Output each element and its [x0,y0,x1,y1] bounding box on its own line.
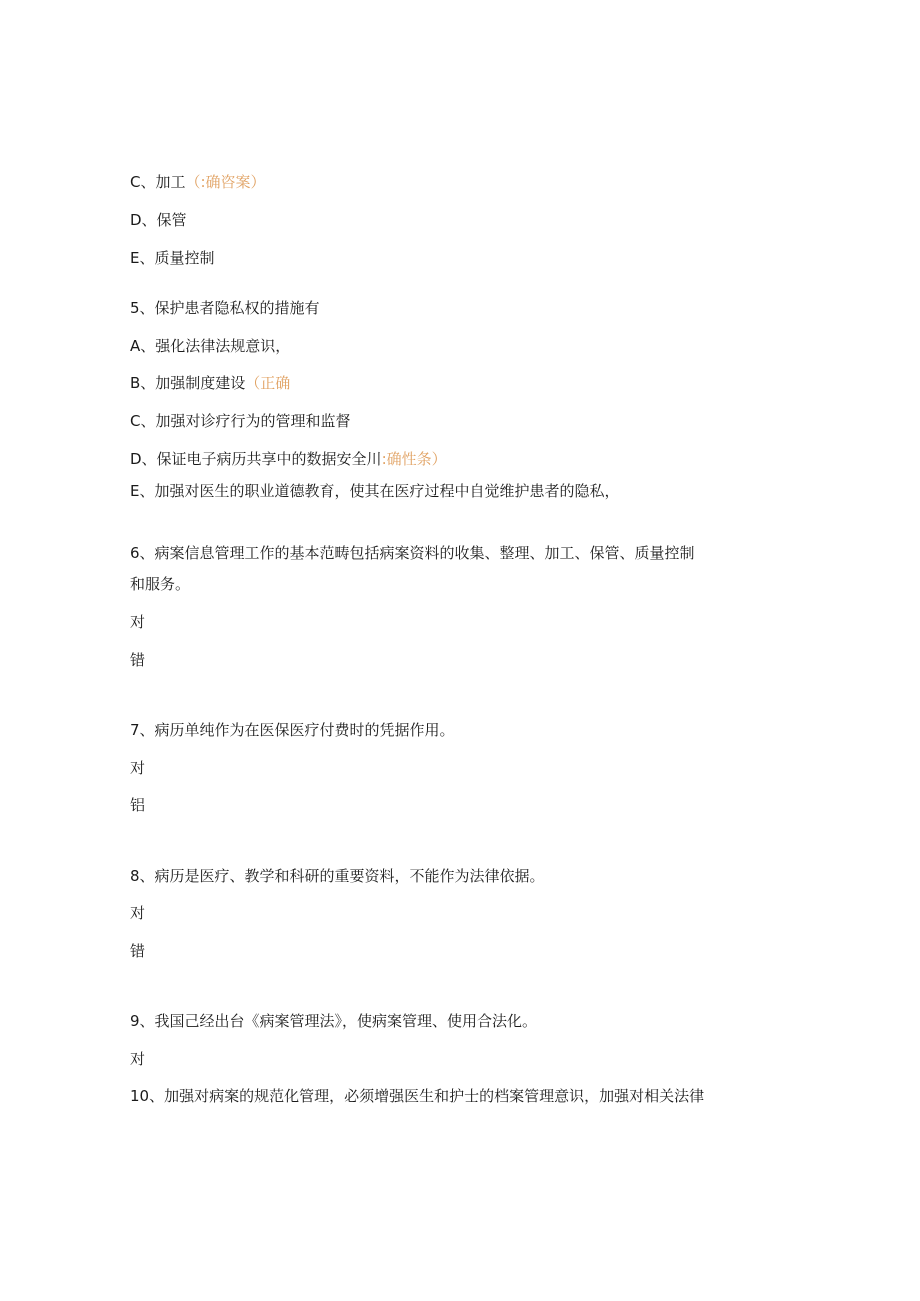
question-6: 6、病案信息管理工作的基本范畴包括病案资料的收集、整理、加工、保管、质量控制 [130,544,695,562]
answer-mark: （:确咨案） [185,173,266,191]
question-7: 7、病历单纯作为在医保医疗付费时的凭据作用。 [130,721,455,739]
question-9: 9、我国己经出台《病案管理法》，使病案管理、使用合法化。 [130,1012,538,1030]
option-a: A、强化法律法规意识， [130,337,291,355]
option-e-quality-control: E、质量控制 [130,249,215,267]
option-c-processing: C、加工（:确咨案） [130,173,266,191]
answer-false: 错 [130,651,146,669]
option-e: E、加强对医生的职业道德教育，使其在医疗过程中自觉维护患者的隐私， [130,482,620,500]
question-8: 8、病历是医疗、教学和科研的重要资料，不能作为法律依据。 [130,867,545,885]
option-c: C、加强对诊疗行为的管理和监督 [130,412,351,430]
answer-true: 对 [130,759,146,777]
answer-false: 铝 [130,796,146,814]
option-d: D、保证电子病历共享中的数据安全川:确性条） [130,450,447,468]
answer-true: 对 [130,613,146,631]
answer-true: 对 [130,904,146,922]
answer-true: 对 [130,1050,146,1068]
question-10: 10、加强对病案的规范化管理，必须增强医生和护士的档案管理意识，加强对相关法律 [130,1087,705,1105]
answer-mark: :确性条） [381,450,447,468]
question-6-continued: 和服务。 [130,575,191,593]
option-b: B、加强制度建设（正确 [130,374,291,392]
question-5: 5、保护患者隐私权的措施有 [130,299,320,317]
answer-mark: （正确 [245,374,291,392]
option-d-storage: D、保管 [130,211,187,229]
answer-false: 错 [130,942,146,960]
